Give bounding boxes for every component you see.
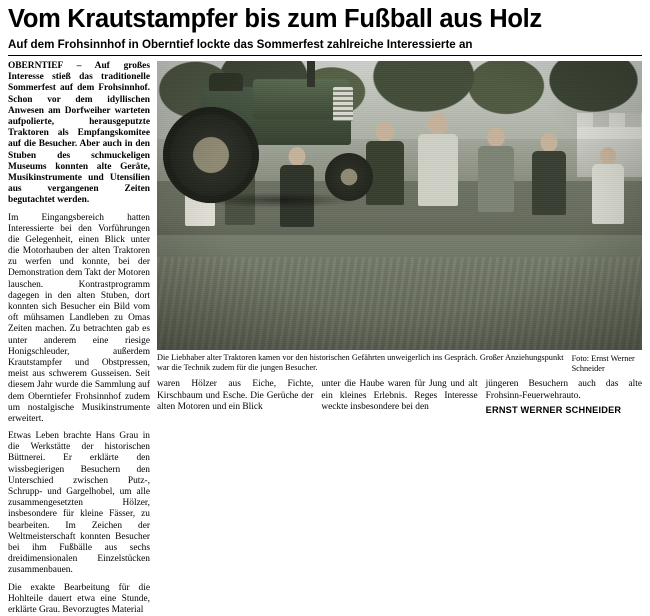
photo-caption-row [157,353,642,374]
photo-caption: Die Liebhaber alter Traktoren kamen vor den historischen Gefährten unweigerlich ins Gespräch. Großer Anziehungspunkt war die Technik zudem für die jungen Besucher. [157,353,564,373]
paragraph: waren Hölzer aus Eiche, Fichte, Kirschbaum und Esche. Die Gerüche der alten Motoren und ein Blick [157,379,314,412]
paragraph: Im Eingangsbereich hatten Interessierte bei den Vorführungen die Gelegenheit, einen Blick unter die Motorhauben der alten Traktoren zu werfen und konnte, bei der Demonstration dem Takt der Motoren lauschen. Kontrastprogramm dagegen in den alten Stuben, dort konnten sich Besucher ein Bild vom oft mühsamen Landleben zu Omas Zeiten machen. Zu betrachten gab es unter anderem eine riesige Honigschleuder, außerdem Krautstampfer und Obstpressen, meist aus schwerem Gusseisen. Seit diesem Jahr wurde die Sammlung auf dem Oberntiefer Frohsinnhof zudem um nostalgische Musikinstrumente erweitert. [8,212,150,424]
header-divider [8,55,642,56]
text-column-bottom-3 [486,379,642,414]
text-column-left [8,61,150,616]
article-photo [157,61,642,350]
text-column-bottom-1 [157,379,313,414]
photo-column [157,61,642,415]
article-body [8,61,642,616]
paragraph: unter die Haube waren für Jung und alt ein kleines Erlebnis. Reges Interesse weckte insbesondere bei den [321,379,478,412]
paragraph: Die exakte Bearbeitung für die Hohlteile dauert etwa eine Stunde, erklärte Grau. Bevorzugtes Material [8,582,150,615]
photo-credit: Foto: Ernst Werner Schneider [571,354,635,374]
text-columns-bottom [157,379,642,414]
subheadline: Auf dem Frohsinnhof in Oberntief lockte das Sommerfest zahlreiche Interessierte an [8,37,473,51]
page-title: Vom Krautstampfer bis zum Fußball aus Holz [8,5,542,33]
paragraph: jüngeren Besuchern auch das alte Frohsinn-Feuerwehrauto. [485,379,642,401]
text-column-bottom-2 [321,379,477,414]
byline: ERNST WERNER SCHNEIDER [485,404,622,415]
paragraph: Etwas Leben brachte Hans Grau in die Werkstätte der historischen Büttnerei. Er erklärte den wissbegierigen Besuchern den Unterschied zwischen Putz-, Schrupp- und Gargelhobel, um alle zusammengesetzten Hölzer, insbesondere für kleine Fässer, zu bearbeiten. Im Zeichen der Weltmeisterschaft konnten Besucher bei ihm Fußbälle aus sechs dreidimensionalen Einzelstücken zusammenbauen. [8,431,150,576]
lead-paragraph: OBERNTIEF – Auf großes Interesse stieß das traditionelle Sommerfest auf dem Frohsinnhof. Schon vor dem idyllischen Anwesen am Dorfweiher warteten aufpolierte, herausgeputzte Traktoren als Empfangskomitee auf die Besucher. Aber auch in den Stuben des schmuckeligen Museums konnten alte Geräte, Musikinstrumente und Utensilien aus vergangenen Zeiten begutachtet werden. [8,61,150,206]
photo-vignette [157,61,642,350]
